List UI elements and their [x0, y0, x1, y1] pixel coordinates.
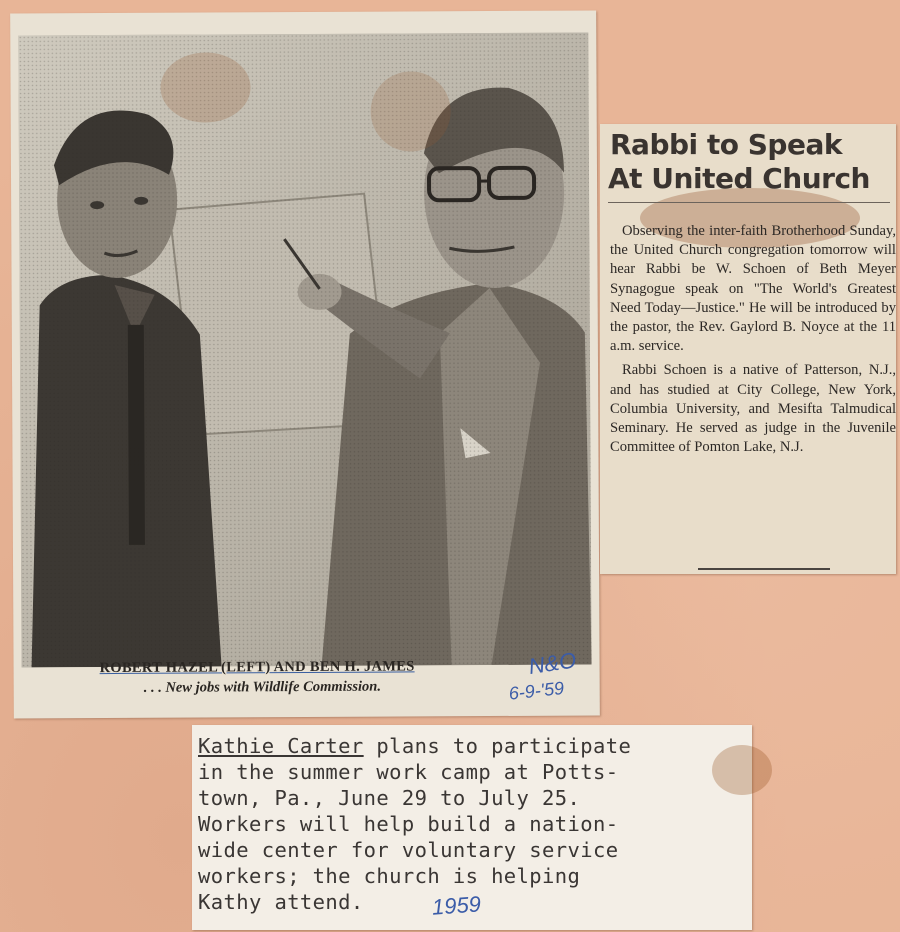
article-body	[610, 222, 896, 457]
headline-line-2: At United Church	[608, 162, 870, 195]
headline-rule	[608, 202, 890, 203]
typed-note-text	[198, 733, 750, 915]
typed-note-name: Kathie Carter	[198, 734, 364, 758]
headline-line-1: Rabbi to Speak	[610, 128, 842, 161]
handwritten-year: 1959	[431, 891, 482, 920]
typed-note-clipping	[192, 725, 752, 930]
photo-clipping	[10, 10, 600, 718]
typed-note-line: plans to participate	[363, 734, 632, 758]
newspaper-photo	[18, 33, 591, 668]
typed-note-line: Workers will help build a nation-	[198, 812, 619, 836]
article-paragraph: Rabbi Schoen is a native of Patterson, N.J., and has studied at City College, New York, Columbia University, and Mesifta Talmudical Seminary. He served as judge in the Juvenile Committee of Pomton Lake, N.J.	[610, 362, 896, 456]
typed-note-line: town, Pa., June 29 to July 25.	[198, 786, 581, 810]
typed-note-line: in the summer work camp at Potts-	[198, 760, 619, 784]
caption-names: ROBERT HAZEL (LEFT) AND BEN H. JAMES	[99, 658, 415, 677]
typed-note-line: wide center for voluntary service	[198, 838, 619, 862]
handwritten-date: 6-9-'59	[507, 677, 566, 704]
photo-illustration	[18, 33, 591, 668]
article-headline	[608, 128, 893, 196]
end-rule	[698, 568, 830, 570]
caption-subline: . . . New jobs with Wildlife Commission.	[143, 678, 382, 696]
article-paragraph: Observing the inter-faith Brotherhood Sunday, the United Church congregation tomorrow will hear Rabbi be W. Schoen of Beth Meyer Synagogue speak on "The World's Greatest Need Today—Justice." He will be introduced by the pastor, the Rev. Gaylord B. Noyce at the 11 a.m. service.	[610, 223, 896, 355]
typed-note-line: workers; the church is helping	[198, 864, 581, 888]
typed-note-line: Kathy attend.	[198, 890, 364, 914]
photo-caption	[100, 656, 500, 698]
handwritten-initials: N&O	[526, 647, 578, 680]
article-clipping	[600, 124, 896, 574]
